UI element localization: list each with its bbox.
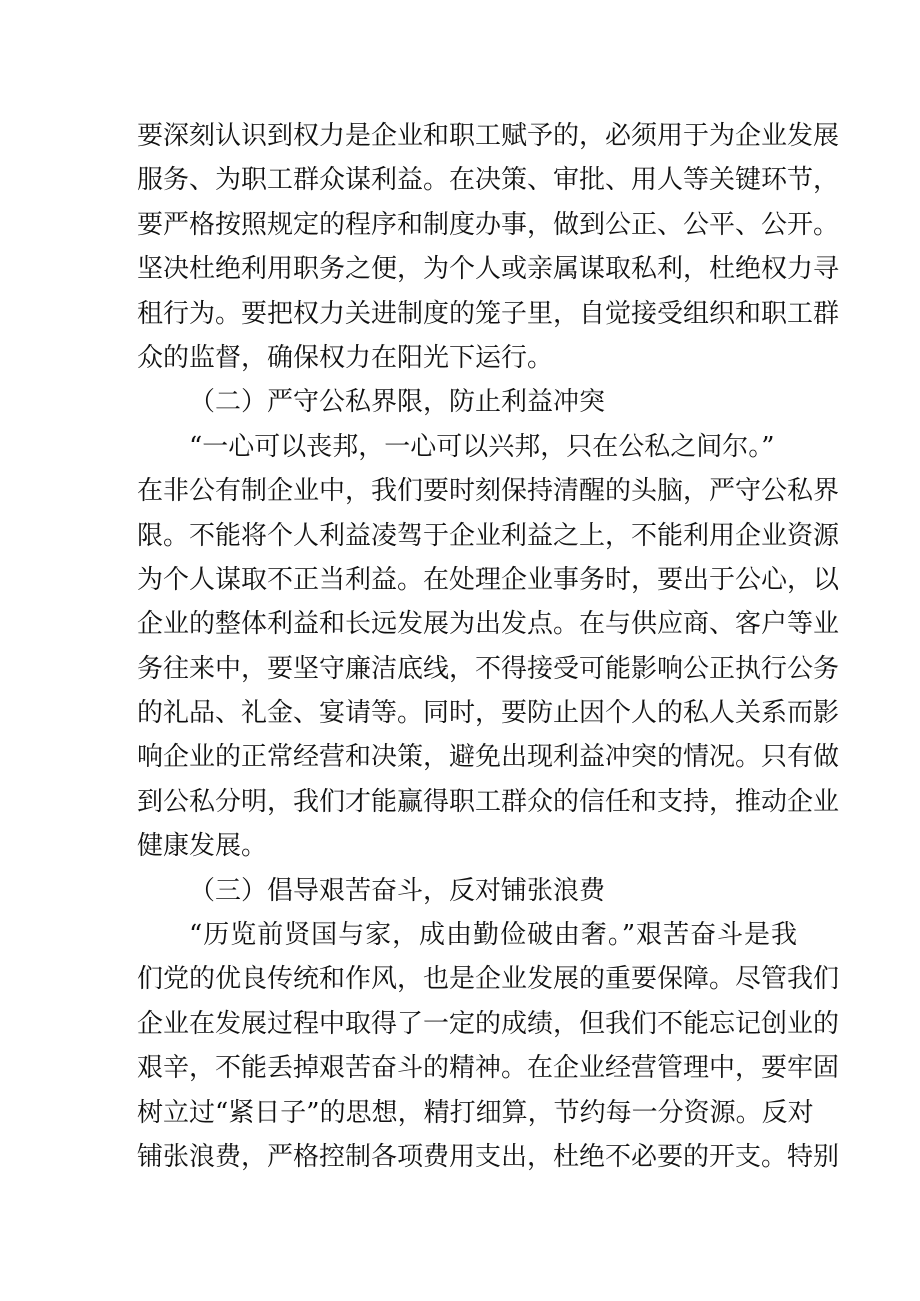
text-line: 们党的优良传统和作风，也是企业发展的重要保障。尽管我们	[137, 964, 840, 995]
text-line: 的礼品、礼金、宴请等。同时，要防止因个人的私人关系而影	[137, 698, 840, 729]
text-line: “历览前贤国与家，成由勤俭破由奢。”艰苦奋斗是我	[189, 920, 797, 951]
text-line: 租行为。要把权力关进制度的笼子里，自觉接受组织和职工群	[137, 298, 840, 329]
text-line: 要严格按照规定的程序和制度办事，做到公正、公平、公开。	[137, 209, 840, 240]
text-line: 要深刻认识到权力是企业和职工赋予的，必须用于为企业发展	[137, 121, 840, 151]
paragraph-1	[137, 114, 840, 380]
text-line: 树立过“紧日子”的思想，精打细算，节约每一分资源。反对	[137, 1097, 814, 1128]
text-line: 众的监督，确保权力在阳光下运行。	[137, 342, 554, 373]
paragraph-2	[137, 425, 840, 869]
text-line: 铺张浪费，严格控制各项费用支出，杜绝不必要的开支。特别	[137, 1141, 840, 1172]
text-line: 艰辛，不能丢掉艰苦奋斗的精神。在企业经营管理中，要牢固	[137, 1053, 840, 1084]
text-line: 限。不能将个人利益凌驾于企业利益之上，不能利用企业资源	[137, 520, 840, 551]
text-line: 为个人谋取不正当利益。在处理企业事务时，要出于公心，以	[137, 564, 840, 595]
text-line: 在非公有制企业中，我们要时刻保持清醒的头脑，严守公私界	[137, 476, 840, 507]
text-line: 坚决杜绝利用职务之便，为个人或亲属谋取私利，杜绝权力寻	[137, 254, 840, 285]
text-line: 服务、为职工群众谋利益。在决策、审批、用人等关键环节，	[137, 165, 840, 196]
text-line: 到公私分明，我们才能赢得职工群众的信任和支持，推动企业	[137, 786, 840, 817]
text-line: 企业的整体利益和长远发展为出发点。在与供应商、客户等业	[137, 609, 840, 640]
paragraph-3	[137, 913, 840, 1179]
text-line: 健康发展。	[137, 831, 268, 862]
text-line: 响企业的正常经营和决策，避免出现利益冲突的情况。只有做	[137, 742, 840, 773]
text-line: 企业在发展过程中取得了一定的成绩，但我们不能忘记创业的	[137, 1008, 840, 1039]
section-heading-2: （二）严守公私界限，防止利益冲突	[189, 387, 606, 418]
text-line: “一心可以丧邦，一心可以兴邦，只在公私之间尔。”	[189, 431, 775, 462]
text-line: 务往来中，要坚守廉洁底线，不得接受可能影响公正执行公务	[137, 653, 840, 684]
document-body	[137, 114, 840, 1179]
section-heading-3: （三）倡导艰苦奋斗，反对铺张浪费	[189, 875, 606, 906]
